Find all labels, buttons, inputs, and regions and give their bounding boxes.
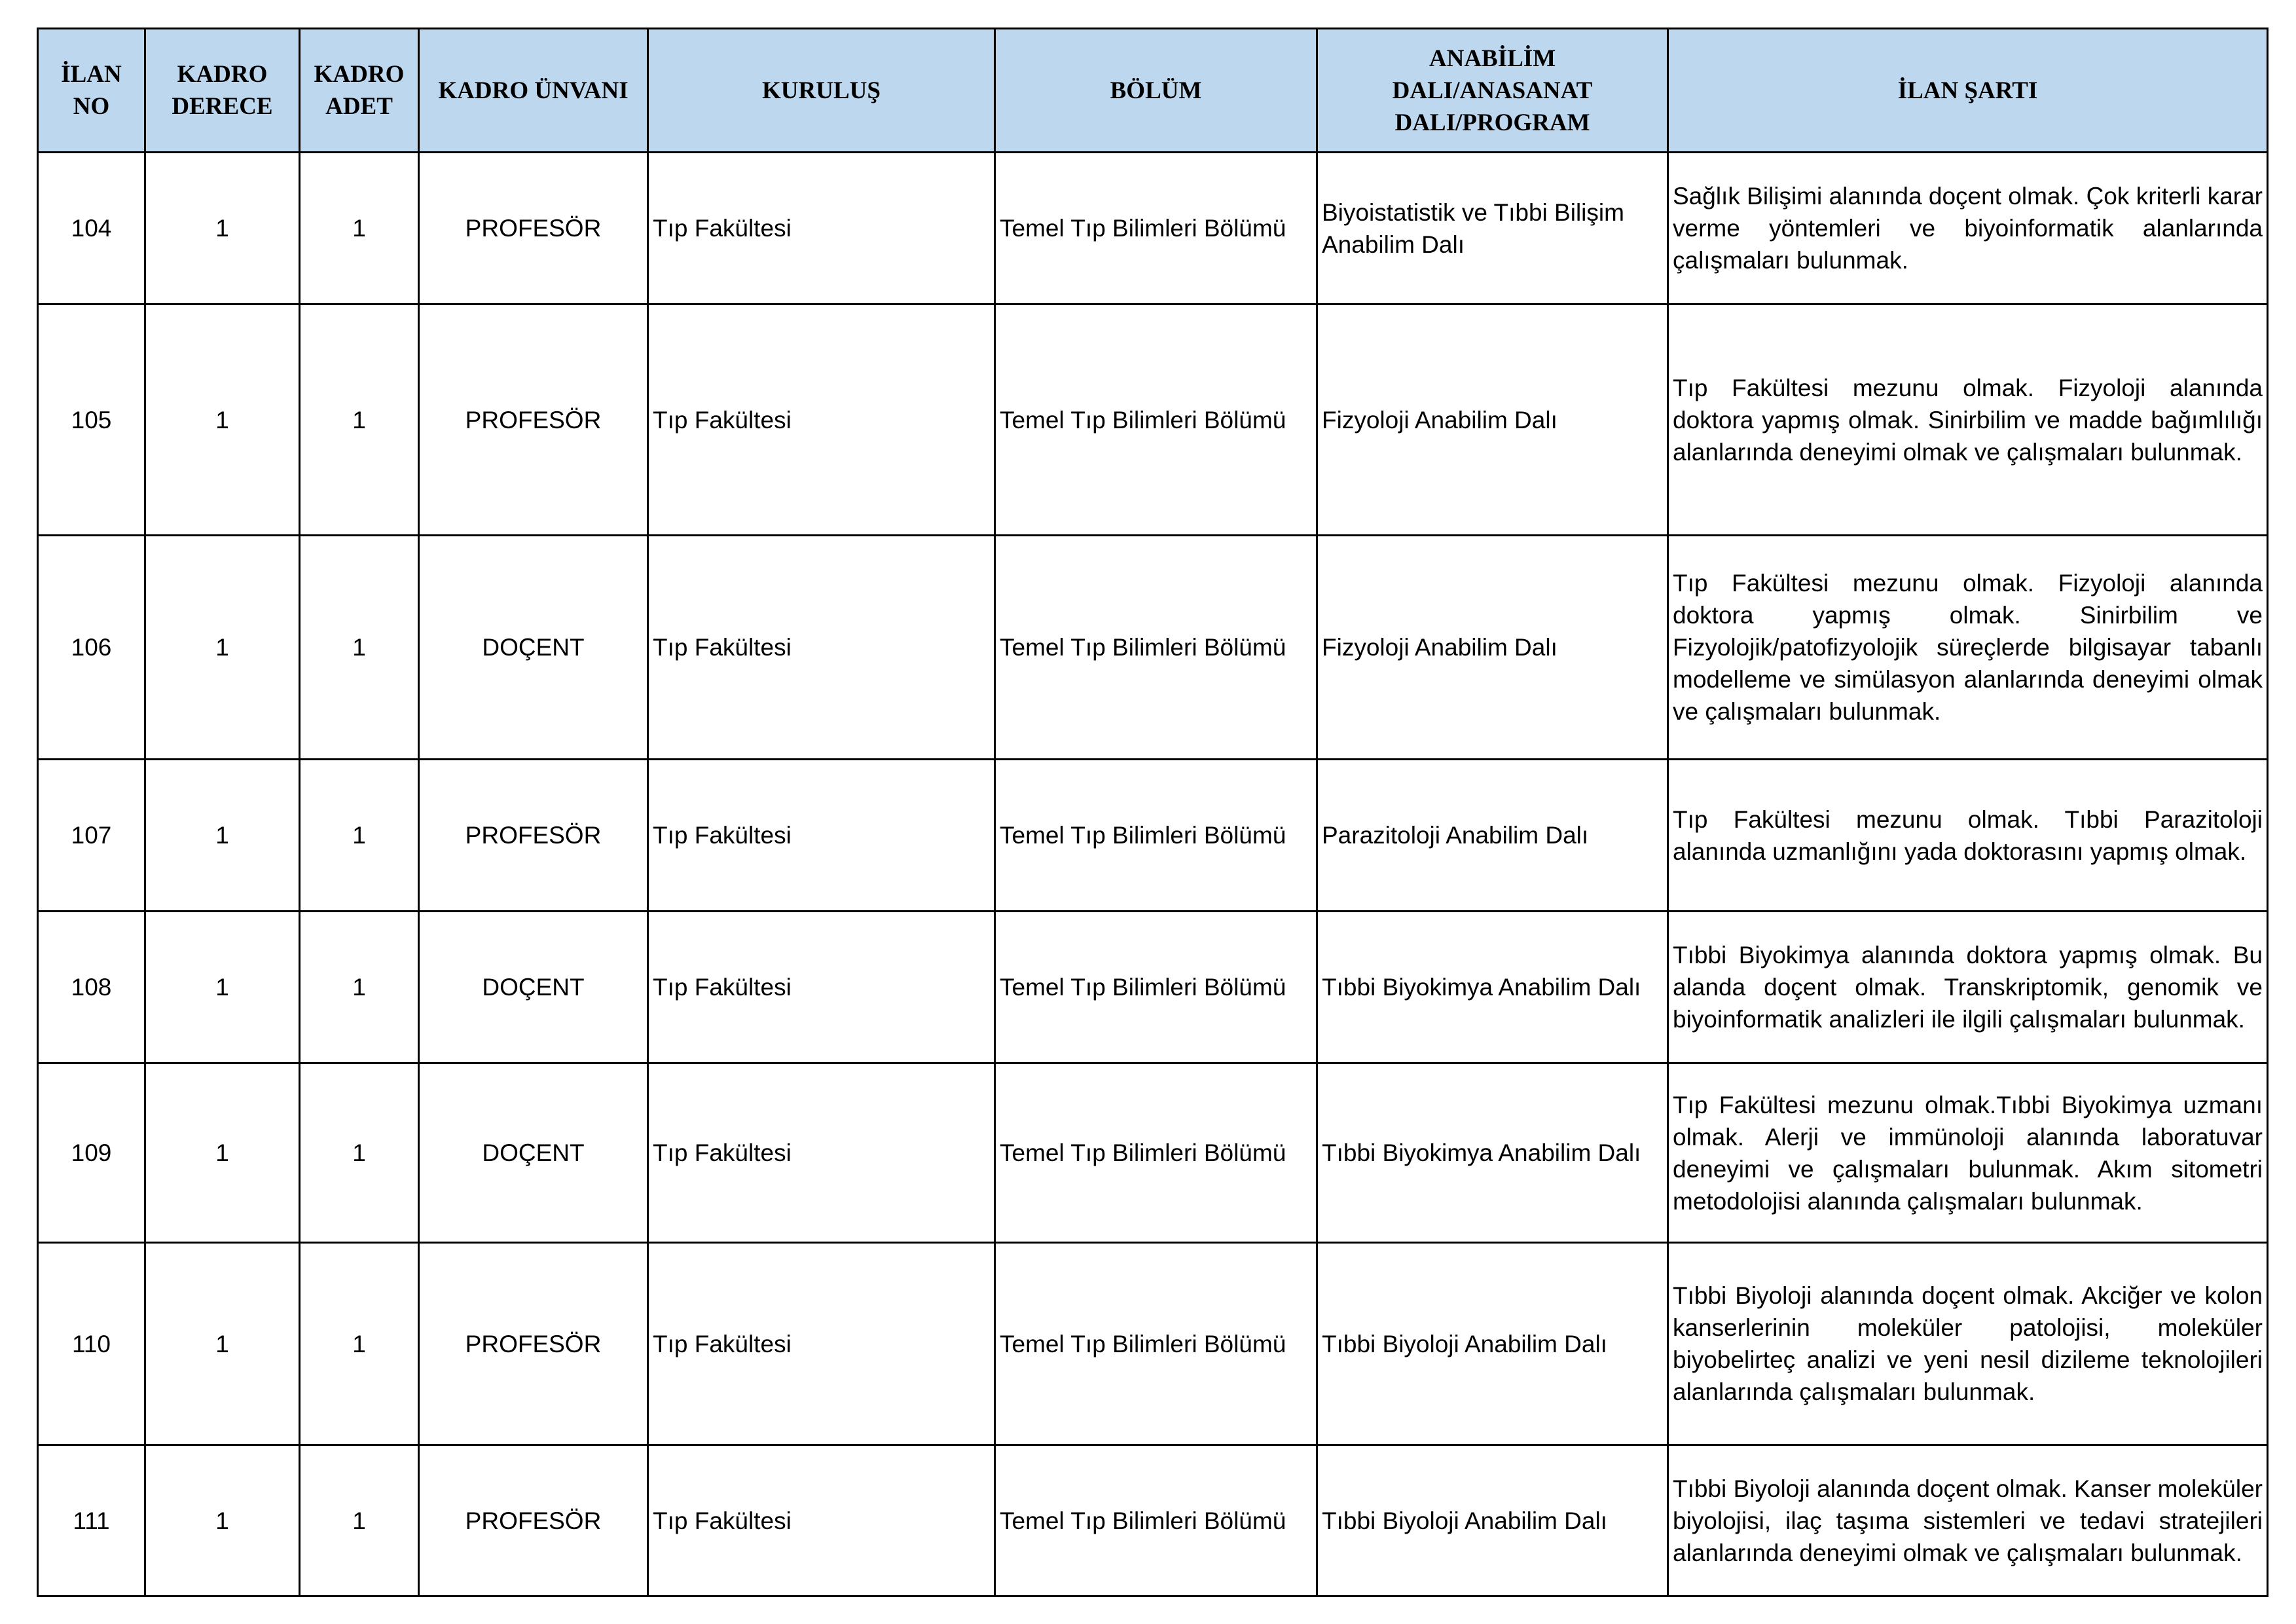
cell-adet: 1 [300,304,419,536]
cell-kurulus: Tıp Fakültesi [648,760,995,912]
cell-bolum: Temel Tıp Bilimleri Bölümü [995,1243,1317,1445]
cell-derece: 1 [145,760,300,912]
table-row [38,760,2268,912]
cell-ilan-no: 106 [38,536,145,760]
header-anabilim: ANABİLİM DALI/ANASANAT DALI/PROGRAM [1317,29,1668,153]
cell-bolum: Temel Tıp Bilimleri Bölümü [995,304,1317,536]
header-row [38,29,2268,153]
table-row [38,1243,2268,1445]
cell-derece: 1 [145,1445,300,1596]
cell-derece: 1 [145,304,300,536]
cell-ilan-sarti: Tıp Fakültesi mezunu olmak. Fizyoloji alanında doktora yapmış olmak. Sinirbilim ve Fizyolojik/patofizyolojik süreçlerde bilgisayar tabanlı modelleme ve simülasyon alanlarında deneyimi olmak ve çalışmaları bulunmak. [1668,536,2268,760]
ilan-table [37,28,2269,1597]
cell-unvan: PROFESÖR [419,1243,648,1445]
cell-kurulus: Tıp Fakültesi [648,1445,995,1596]
table-row [38,536,2268,760]
cell-ilan-sarti: Tıbbi Biyoloji alanında doçent olmak. Akciğer ve kolon kanserlerinin moleküler patolojisi, moleküler biyobelirteç analizi ve yeni nesil dizileme teknolojileri alanlarında çalışmaları bulunmak. [1668,1243,2268,1445]
cell-adet: 1 [300,912,419,1063]
cell-kurulus: Tıp Fakültesi [648,536,995,760]
cell-bolum: Temel Tıp Bilimleri Bölümü [995,912,1317,1063]
header-kadro-adet: KADRO ADET [300,29,419,153]
cell-ilan-no: 111 [38,1445,145,1596]
cell-unvan: DOÇENT [419,912,648,1063]
cell-unvan: DOÇENT [419,1063,648,1243]
cell-anabilim: Parazitoloji Anabilim Dalı [1317,760,1668,912]
cell-adet: 1 [300,153,419,304]
cell-unvan: PROFESÖR [419,760,648,912]
cell-adet: 1 [300,536,419,760]
cell-derece: 1 [145,536,300,760]
cell-kurulus: Tıp Fakültesi [648,1063,995,1243]
cell-bolum: Temel Tıp Bilimleri Bölümü [995,760,1317,912]
cell-anabilim: Fizyoloji Anabilim Dalı [1317,536,1668,760]
cell-ilan-sarti: Tıp Fakültesi mezunu olmak. Tıbbi Parazitoloji alanında uzmanlığını yada doktorasını yapmış olmak. [1668,760,2268,912]
table-row [38,912,2268,1063]
cell-ilan-no: 108 [38,912,145,1063]
cell-bolum: Temel Tıp Bilimleri Bölümü [995,536,1317,760]
header-kadro-unvani: KADRO ÜNVANI [419,29,648,153]
cell-ilan-no: 109 [38,1063,145,1243]
cell-bolum: Temel Tıp Bilimleri Bölümü [995,1445,1317,1596]
cell-adet: 1 [300,1063,419,1243]
cell-adet: 1 [300,1445,419,1596]
table-row [38,1445,2268,1596]
table-row [38,153,2268,304]
cell-bolum: Temel Tıp Bilimleri Bölümü [995,153,1317,304]
cell-derece: 1 [145,153,300,304]
cell-anabilim: Tıbbi Biyoloji Anabilim Dalı [1317,1445,1668,1596]
cell-unvan: DOÇENT [419,536,648,760]
cell-kurulus: Tıp Fakültesi [648,1243,995,1445]
cell-anabilim: Fizyoloji Anabilim Dalı [1317,304,1668,536]
header-kadro-derece: KADRO DERECE [145,29,300,153]
cell-ilan-no: 105 [38,304,145,536]
table-row [38,304,2268,536]
cell-unvan: PROFESÖR [419,1445,648,1596]
cell-derece: 1 [145,1243,300,1445]
cell-unvan: PROFESÖR [419,304,648,536]
cell-kurulus: Tıp Fakültesi [648,912,995,1063]
cell-ilan-no: 110 [38,1243,145,1445]
header-ilan-no: İLAN NO [38,29,145,153]
cell-ilan-sarti: Tıp Fakültesi mezunu olmak.Tıbbi Biyokimya uzmanı olmak. Alerji ve immünoloji alanında laboratuvar deneyimi ve çalışmaları bulunmak. Akım sitometri metodolojisi alanında çalışmaları bulunmak. [1668,1063,2268,1243]
cell-kurulus: Tıp Fakültesi [648,153,995,304]
cell-unvan: PROFESÖR [419,153,648,304]
cell-derece: 1 [145,912,300,1063]
header-kurulus: KURULUŞ [648,29,995,153]
cell-anabilim: Biyoistatistik ve Tıbbi Bilişim Anabilim Dalı [1317,153,1668,304]
cell-anabilim: Tıbbi Biyokimya Anabilim Dalı [1317,1063,1668,1243]
table-row [38,1063,2268,1243]
cell-ilan-no: 107 [38,760,145,912]
cell-adet: 1 [300,760,419,912]
cell-ilan-sarti: Sağlık Bilişimi alanında doçent olmak. Çok kriterli karar verme yöntemleri ve biyoinformatik alanlarında çalışmaları bulunmak. [1668,153,2268,304]
cell-bolum: Temel Tıp Bilimleri Bölümü [995,1063,1317,1243]
cell-adet: 1 [300,1243,419,1445]
cell-derece: 1 [145,1063,300,1243]
cell-ilan-sarti: Tıbbi Biyokimya alanında doktora yapmış olmak. Bu alanda doçent olmak. Transkriptomik, genomik ve biyoinformatik analizleri ile ilgili çalışmaları bulunmak. [1668,912,2268,1063]
header-ilan-sarti: İLAN ŞARTI [1668,29,2268,153]
cell-anabilim: Tıbbi Biyoloji Anabilim Dalı [1317,1243,1668,1445]
cell-ilan-sarti: Tıp Fakültesi mezunu olmak. Fizyoloji alanında doktora yapmış olmak. Sinirbilim ve madde bağımlılığı alanlarında deneyimi olmak ve çalışmaları bulunmak. [1668,304,2268,536]
cell-ilan-no: 104 [38,153,145,304]
header-bolum: BÖLÜM [995,29,1317,153]
cell-ilan-sarti: Tıbbi Biyoloji alanında doçent olmak. Kanser moleküler biyolojisi, ilaç taşıma sistemleri ve tedavi stratejileri alanlarında deneyimi olmak ve çalışmaları bulunmak. [1668,1445,2268,1596]
cell-kurulus: Tıp Fakültesi [648,304,995,536]
cell-anabilim: Tıbbi Biyokimya Anabilim Dalı [1317,912,1668,1063]
